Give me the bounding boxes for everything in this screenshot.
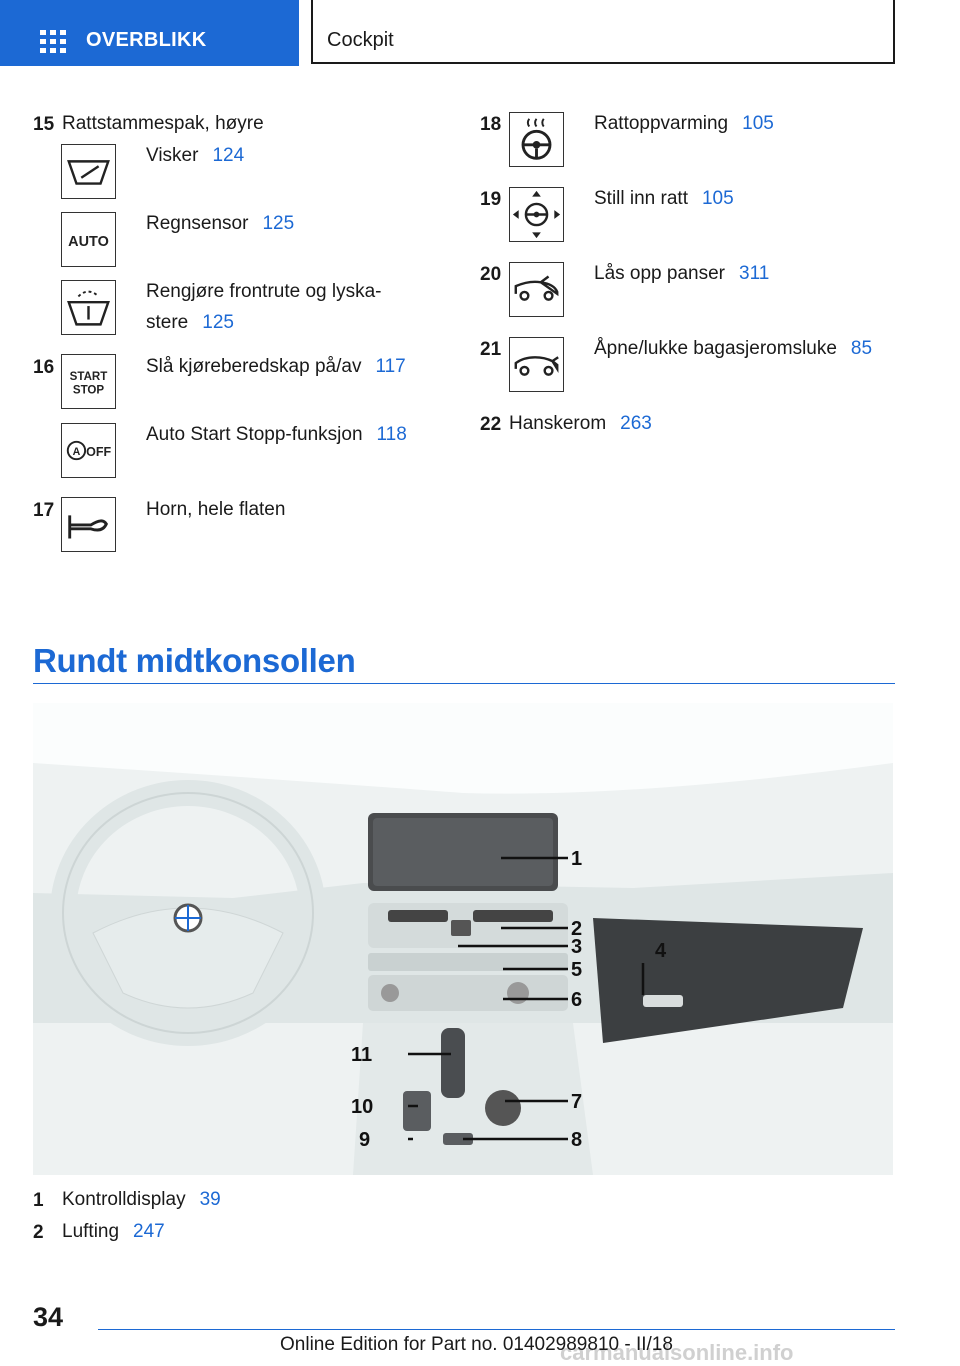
item-21-number: 21 — [480, 339, 502, 360]
washer-icon — [61, 280, 116, 335]
callout-3: 3 — [571, 936, 583, 958]
steering-adjust-icon — [509, 187, 564, 242]
item-2-label: Lufting — [62, 1221, 120, 1242]
item-19-number: 19 — [480, 189, 502, 210]
callout-1: 1 — [571, 848, 583, 870]
item-16-ref[interactable]: 117 — [375, 356, 406, 377]
item-19-ref[interactable]: 105 — [701, 188, 734, 209]
item-2-ref[interactable]: 247 — [133, 1221, 165, 1242]
item-16-number: 16 — [33, 357, 55, 378]
callout-6: 6 — [571, 989, 583, 1011]
start-stop-icon — [61, 354, 116, 409]
item-2 — [62, 1216, 165, 1247]
item-20 — [594, 258, 769, 289]
sub-visker — [146, 140, 244, 171]
sub-rengjore-line2: stere — [146, 312, 189, 333]
sub-regnsensor-label: Regnsensor — [146, 213, 249, 234]
item-1 — [62, 1184, 221, 1215]
item-2-number: 2 — [33, 1222, 44, 1243]
callout-7: 7 — [571, 1091, 583, 1113]
item-18 — [594, 108, 774, 139]
item-20-label: Lås opp panser — [594, 263, 725, 284]
auto-start-stop-off-icon — [61, 423, 116, 478]
item-21-ref[interactable]: 85 — [850, 338, 873, 359]
item-22 — [509, 408, 652, 439]
steering-heating-icon — [509, 112, 564, 167]
start-text: START — [69, 371, 108, 384]
footer-edition: Online Edition for Part no. 01402989810 - II/18 — [280, 1334, 673, 1355]
hood-release-icon — [509, 262, 564, 317]
wiper-icon — [61, 144, 116, 199]
sub-rengjore-line1: Rengjøre frontrute og lyska- — [146, 281, 382, 302]
item-20-ref[interactable]: 311 — [739, 263, 770, 284]
horn-icon — [61, 497, 116, 552]
stop-text: STOP — [72, 384, 105, 397]
auto-wiper-icon — [61, 212, 116, 267]
callout-2: 2 — [571, 918, 583, 940]
item-17-label: Horn, hele flaten — [146, 499, 286, 520]
item-19 — [594, 183, 734, 214]
sub-rengjore-line2-wrap — [146, 307, 382, 338]
item-22-label: Hanskerom — [509, 413, 607, 434]
item-1-label: Kontrolldisplay — [62, 1189, 186, 1210]
footer-divider — [98, 1329, 895, 1330]
cockpit-illustration — [33, 703, 893, 1175]
item-1-ref[interactable]: 39 — [199, 1189, 221, 1210]
sub-rengjore — [146, 276, 382, 338]
tab-cockpit[interactable] — [311, 0, 895, 64]
page-number: 34 — [33, 1302, 64, 1332]
grid-icon — [40, 30, 66, 54]
item-22-number: 22 — [480, 414, 502, 435]
item-20-number: 20 — [480, 264, 502, 285]
sub-autostart — [146, 419, 407, 450]
item-1-number: 1 — [33, 1190, 44, 1211]
callout-11: 11 — [351, 1044, 373, 1066]
item-22-ref[interactable]: 263 — [620, 413, 652, 434]
item-21-label: Åpne/lukke bagasjeromsluke — [594, 338, 837, 359]
sub-autostart-label: Auto Start Stopp-funksjon — [146, 424, 363, 445]
sub-regnsensor — [146, 208, 294, 239]
item-21 — [594, 333, 872, 364]
item-18-label: Rattoppvarming — [594, 113, 729, 134]
callout-8: 8 — [571, 1129, 583, 1151]
callout-10: 10 — [351, 1096, 374, 1118]
svg-text:A: A — [72, 445, 81, 458]
tab-overblikk-label: OVERBLIKK — [86, 29, 207, 51]
item-15-label: Rattstammespak, høyre — [62, 113, 264, 134]
item-19-label: Still inn ratt — [594, 188, 688, 209]
item-18-ref[interactable]: 105 — [742, 113, 774, 134]
sub-visker-ref[interactable]: 124 — [212, 145, 245, 166]
auto-text: AUTO — [68, 233, 109, 250]
item-18-number: 18 — [480, 114, 502, 135]
item-16-label: Slå kjøreberedskap på/av — [146, 356, 362, 377]
callout-4: 4 — [655, 940, 667, 962]
tab-cockpit-label: Cockpit — [327, 29, 394, 51]
sub-visker-label: Visker — [146, 145, 199, 166]
callout-5: 5 — [571, 959, 583, 981]
section-title: Rundt midtkonsollen — [33, 642, 356, 679]
tab-overblikk[interactable] — [0, 0, 299, 66]
section-divider — [33, 683, 895, 684]
off-text: OFF — [86, 444, 112, 459]
item-16 — [146, 351, 406, 382]
watermark: carmanualsonline.info — [560, 1340, 794, 1365]
item-17-number: 17 — [33, 500, 55, 521]
sub-autostart-ref[interactable]: 118 — [376, 424, 407, 445]
sub-rengjore-ref[interactable]: 125 — [202, 312, 234, 333]
trunk-lid-icon — [509, 337, 564, 392]
item-15-number: 15 — [33, 114, 55, 135]
sub-regnsensor-ref[interactable]: 125 — [262, 213, 295, 234]
callout-9: 9 — [359, 1129, 371, 1151]
